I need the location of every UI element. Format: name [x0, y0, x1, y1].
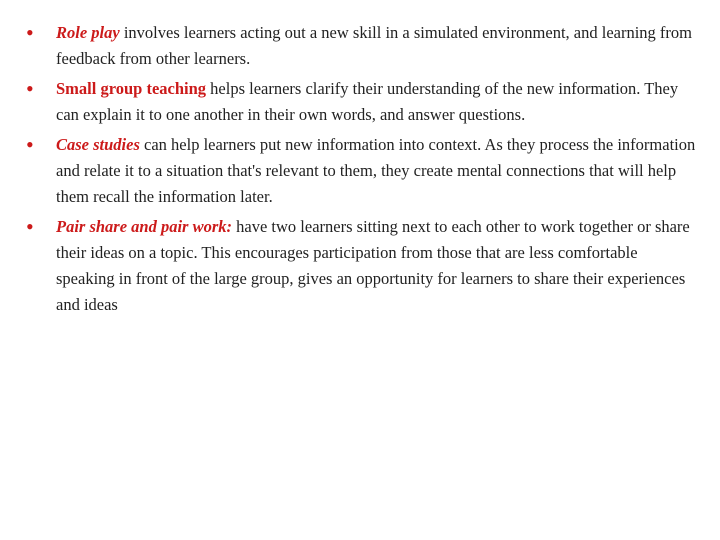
bullet-item-case-studies [26, 132, 700, 210]
bullet-list [26, 20, 700, 322]
bullet-text: can help learners put new information into context. As they process the information and relate it to a situation that's relevant to them, they create mental connections that will help them recall the information later. [56, 135, 696, 206]
bullet-icon: • [26, 214, 34, 239]
bullet-term: Pair share and pair work: [56, 217, 233, 236]
bullet-text: helps learners clarify their understanding of the new information. They can explain it to one another in their own words, and answer questions. [56, 79, 679, 124]
bullet-term: Small group teaching [56, 79, 207, 98]
bullet-text: have two learners sitting next to each other to work together or share their ideas on a topic. This encourages participation from those that are less comfortable speaking in front of the large group, gives an opportunity for learners to share their experiences and ideas [56, 217, 690, 314]
bullet-item-role-play [26, 20, 700, 72]
bullet-icon: • [26, 76, 34, 101]
bullet-icon: • [26, 20, 34, 45]
bullet-text: involves learners acting out a new skill in a simulated environment, and learning from feedback from other learners. [56, 23, 693, 68]
bullet-item-small-group-teaching [26, 76, 700, 128]
bullet-term: Role play [56, 23, 120, 42]
bullet-item-pair-share [26, 214, 700, 318]
bullet-icon: • [26, 132, 34, 157]
bullet-term: Case studies [56, 135, 140, 154]
